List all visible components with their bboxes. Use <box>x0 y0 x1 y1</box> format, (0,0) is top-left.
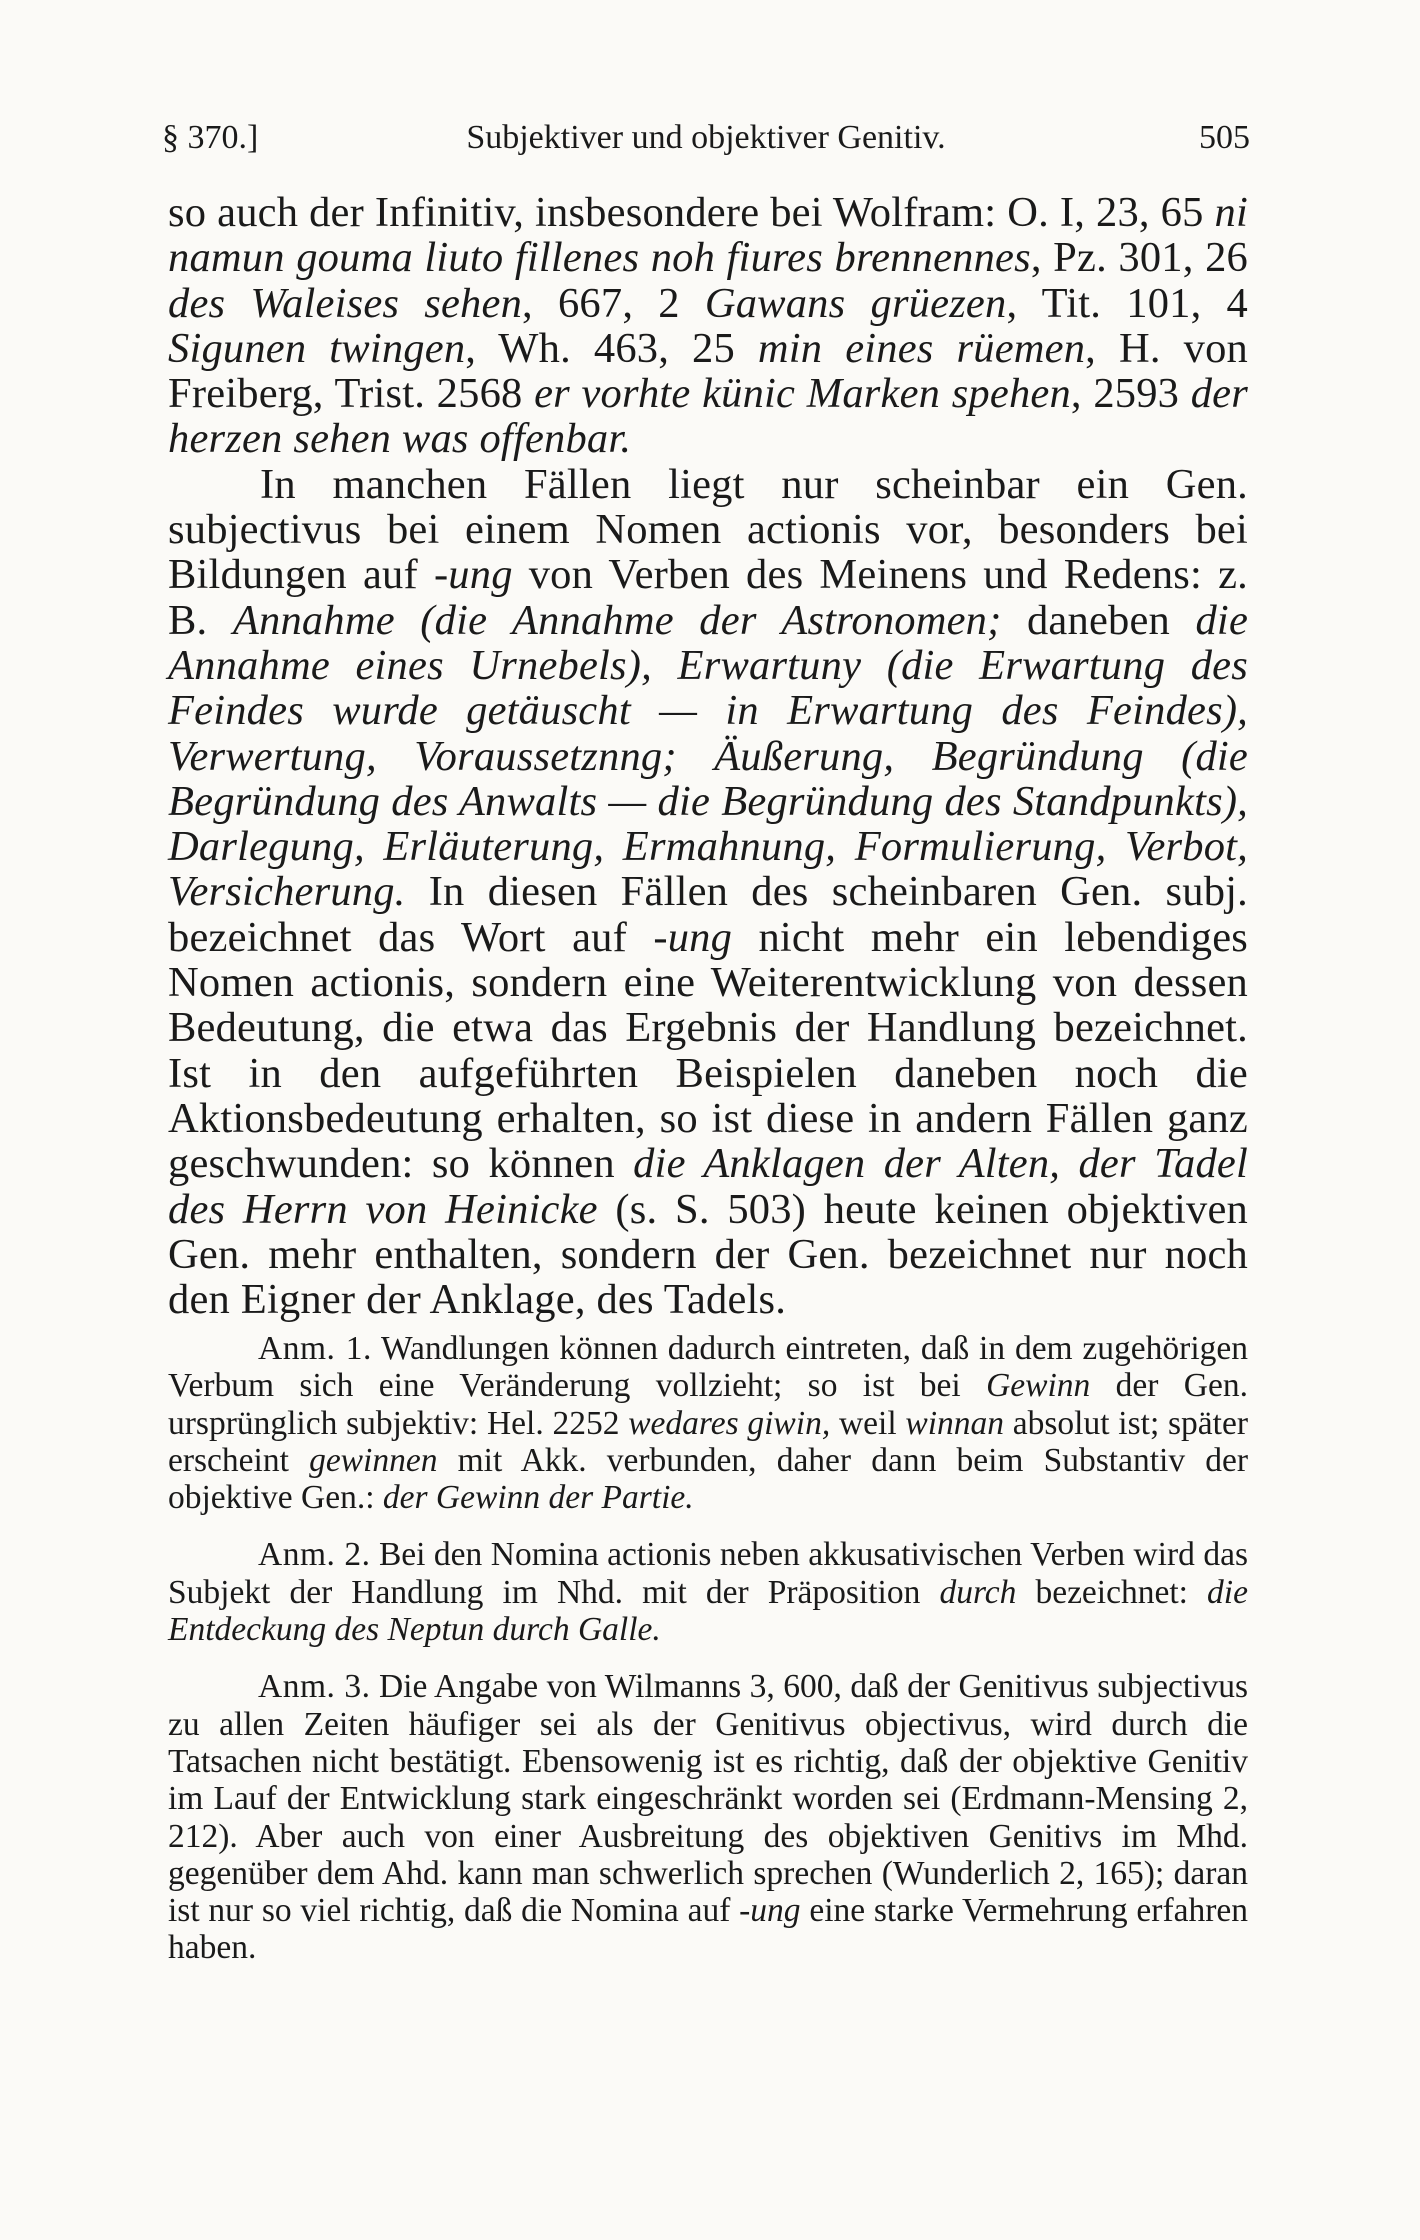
italic-example: ni namun gouma liuto fillenes noh fiures brennennes <box>168 189 1248 282</box>
text-run: bezeichnet: <box>1016 1573 1208 1611</box>
italic-example: Annahme (die Annahme der Astronomen; <box>232 596 1002 644</box>
text-run: In manchen Fällen liegt nur scheinbar ein Gen. subjectivus bei einem Nomen actionis vor, besonders bei Bildungen auf <box>168 460 1248 599</box>
paragraph-1 <box>168 190 1248 462</box>
text-run: so auch der Infinitiv, insbesondere bei Wolfram: O. I, 23, 65 <box>168 189 1215 236</box>
text-run: , Tit. 101, 4 <box>1006 279 1248 327</box>
paragraph-2 <box>168 462 1248 1323</box>
note-1 <box>168 1330 1248 1516</box>
italic-example: der Gewinn der Partie. <box>382 1479 694 1517</box>
text-run: weil <box>830 1404 906 1442</box>
note-label: Anm. 3. <box>258 1668 371 1706</box>
text-run: Die Angabe von Wilmanns 3, 600, daß der Genitivus subjectivus zu allen Zeiten häufiger sei als der Genitivus objectivus, wird durch die Tatsachen nicht bestätigt. Ebensowenig ist es richtig, daß der objektive Genitiv im Lauf der Entwicklung stark eingeschränkt worden sei (Erdmann-Mensing 2, 212). Aber auch von einer Ausbreitung des objektiven Genitivs im Mhd. gegenüber dem Ahd. kann man schwerlich sprechen (Wunderlich 2, 165); daran ist nur so viel richtig, daß die Nomina auf <box>168 1668 1248 1930</box>
text-run: , Pz. 301, 26 <box>1030 234 1248 282</box>
text-run: von Verben des Meinens und Redens: z. B. <box>168 551 1248 644</box>
note-3 <box>168 1668 1248 1966</box>
text-run: , H. von Freiberg, Trist. 2568 <box>168 324 1249 418</box>
italic-example: die Anklagen der Alten, der Tadel des Herrn von Heinicke <box>168 1140 1248 1233</box>
italic-example: Sigunen twingen <box>168 324 466 372</box>
italic-example: er vorhte künic Marken spehen <box>534 370 1071 418</box>
italic-example: der herzen sehen was offenbar. <box>168 370 1248 463</box>
running-title: Subjektiver und objektiver Genitiv. <box>466 119 946 156</box>
italic-example: Gewinn <box>986 1367 1091 1405</box>
text-run: (s. S. 503) heute keinen objektiven Gen. mehr enthalten, sondern der Gen. bezeichnet nur noch den Eigner der Anklage, des Tadels. <box>168 1185 1248 1324</box>
italic-example: -ung <box>739 1892 801 1930</box>
italic-example: winnan <box>905 1404 1005 1442</box>
text-run: Wandlungen können dadurch eintreten, daß in dem zugehörigen Verbum sich eine Veränderung vollzieht; so ist bei <box>168 1330 1249 1405</box>
italic-example: -ung <box>433 551 513 599</box>
text-run: mit Akk. verbunden, daher dann beim Substantiv der objektive Gen.: <box>168 1441 1248 1517</box>
italic-example: wedares giwin, <box>628 1404 831 1442</box>
text-run: In diesen Fällen des scheinbaren Gen. subj. bezeichnet das Wort auf <box>168 868 1248 961</box>
italic-example: gewinnen <box>309 1441 438 1479</box>
italic-example: durch <box>939 1573 1017 1611</box>
italic-example: des Waleises sehen <box>168 279 523 327</box>
text-run: der Gen. ursprünglich subjektiv: Hel. 2252 <box>168 1367 1248 1442</box>
text-run: absolut ist; später erscheint <box>168 1404 1248 1479</box>
text-run: daneben <box>1001 596 1196 644</box>
note-2 <box>168 1536 1248 1648</box>
text-run: Bei den Nomina actionis neben akkusativischen Verben wird das Subjekt der Handlung im Nhd. mit der Präposition <box>168 1536 1248 1611</box>
text-run: , Wh. 463, 25 <box>465 324 758 372</box>
italic-example: min eines rüemen <box>757 324 1086 372</box>
main-text <box>168 190 1248 1322</box>
section-reference: § 370.] <box>162 119 259 156</box>
text-run: nicht mehr ein lebendiges Nomen actionis, sondern eine Weiterentwicklung von dessen Bedeutung, die etwa das Ergebnis der Handlung bezeichnet. Ist in den aufgeführten Beispielen daneben noch die Aktionsbedeutung erhalten, so ist diese in andern Fällen ganz geschwunden: so können <box>168 913 1248 1188</box>
page-number: 505 <box>1199 119 1250 156</box>
text-run: , 667, 2 <box>522 279 705 327</box>
italic-example: -ung <box>653 913 733 961</box>
text-run: eine starke Vermehrung erfahren haben. <box>168 1892 1248 1967</box>
note-label: Anm. 1. <box>258 1330 372 1367</box>
italic-example: Gawans grüezen <box>704 279 1007 327</box>
note-label: Anm. 2. <box>258 1536 371 1574</box>
italic-example: die Annahme eines Urnebels), Erwartuny (die Erwartung des Feindes wurde getäuscht — in Erwartung des Feindes), Verwertung, Voraussetznng; Äußerung, Begründung (die Begründung des Anwalts — die Begründung des Standpunkts), Darlegung, Erläuterung, Ermahnung, Formulierung, Verbot, Versicherung. <box>168 596 1249 916</box>
text-run: , 2593 <box>1070 370 1191 418</box>
running-head <box>162 118 1250 158</box>
footnotes <box>168 1330 1248 1967</box>
italic-example: die Entdeckung des Neptun durch Galle. <box>168 1573 1248 1649</box>
